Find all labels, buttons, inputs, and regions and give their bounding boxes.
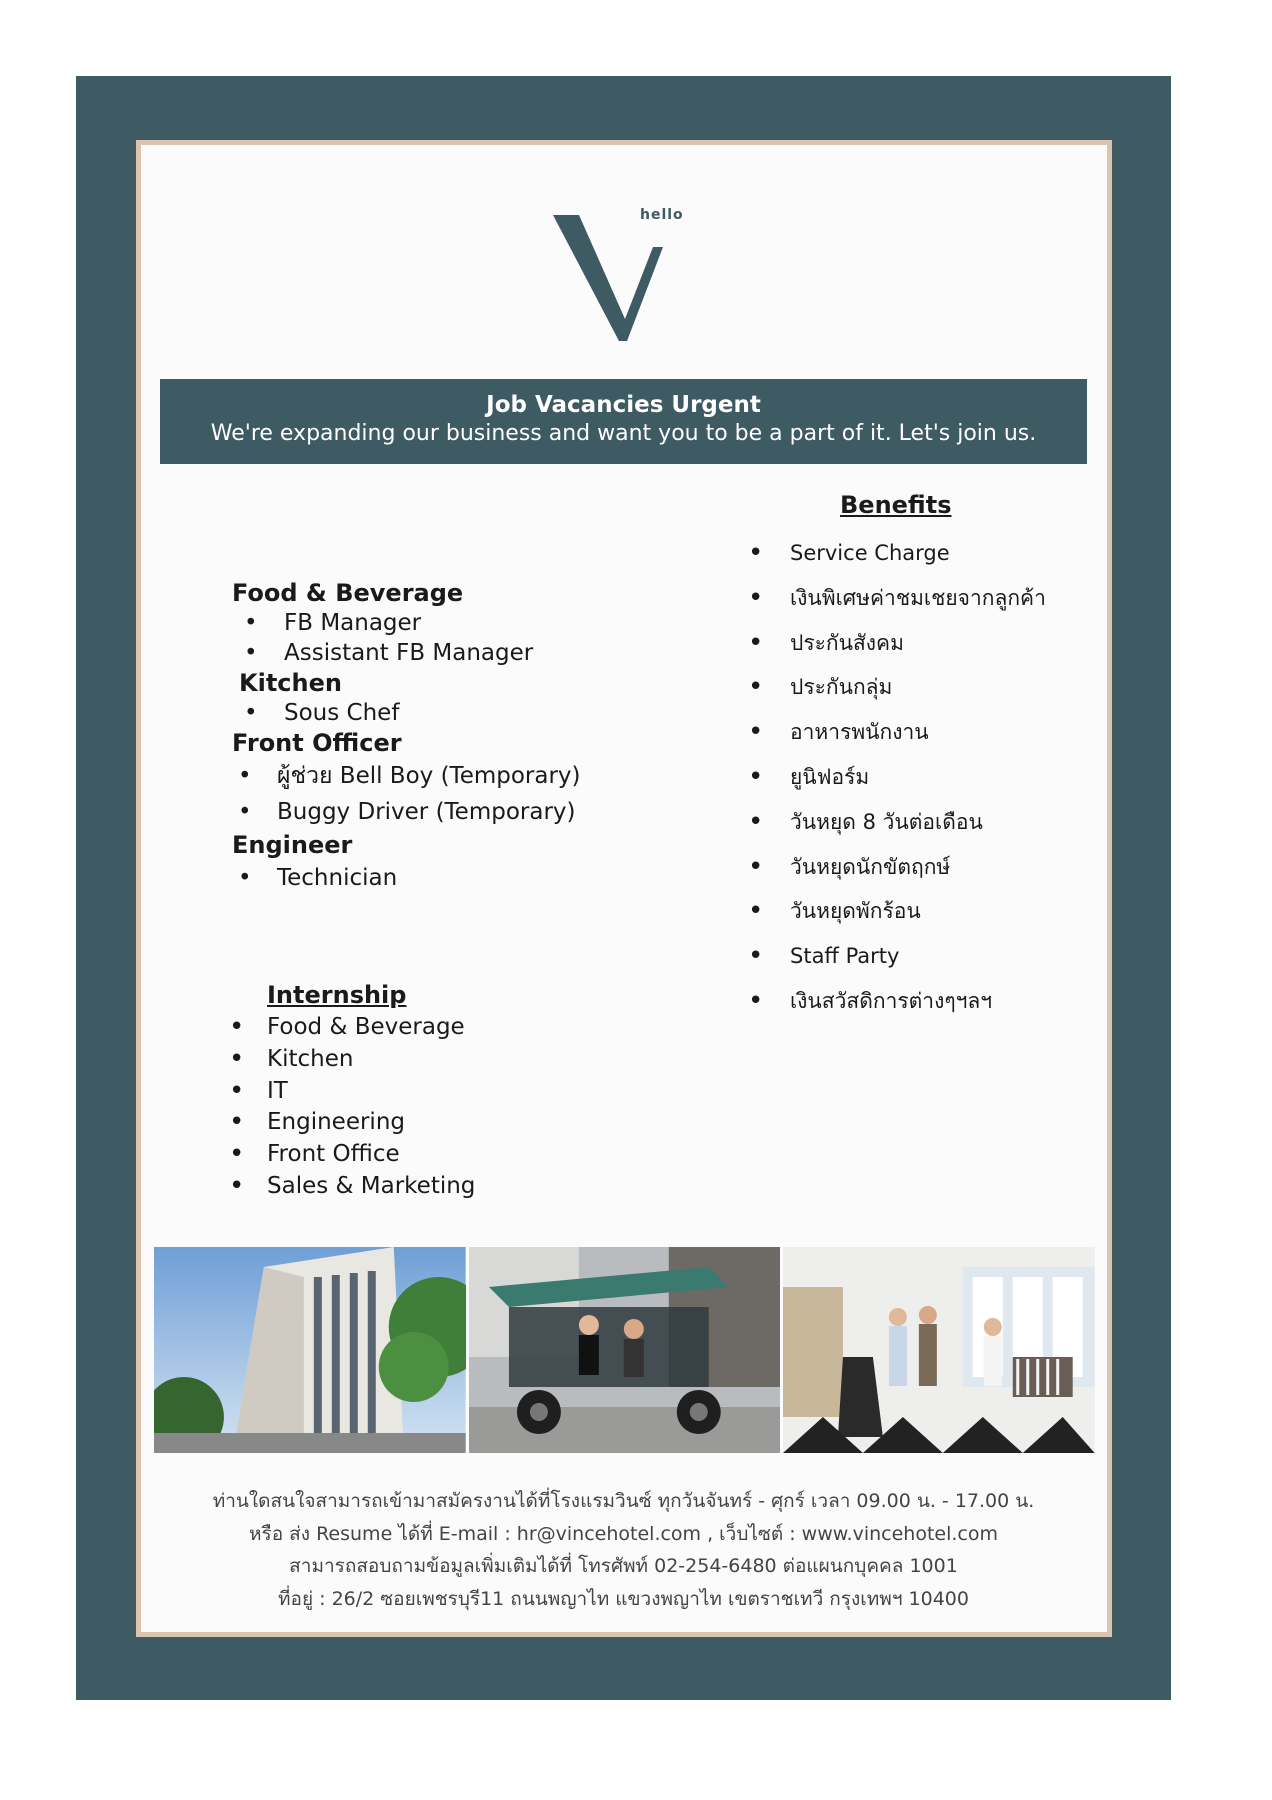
benefit-item: • เงินสวัสดิการต่างๆฯลฯ [745, 984, 1145, 1029]
dept-engineer: Engineer [232, 831, 353, 859]
logo-word: hello [640, 207, 684, 223]
benefit-item: • เงินพิเศษค่าชมเชยจากลูกค้า [745, 581, 1145, 626]
job-item: • Sous Chef [232, 698, 662, 728]
photo-strip [154, 1247, 1095, 1453]
contact-address: ที่อยู่ : 26/2 ซอยเพชรบุรี11 ถนนพญาไท แขวงพญาไท เขตราชเทวี กรุงเทพฯ 10400 [278, 1587, 969, 1610]
benefit-item: • Service Charge [745, 536, 1145, 581]
job-item: • FB Manager [232, 608, 662, 638]
benefit-item: • ยูนิฟอร์ม [745, 760, 1145, 805]
job-item: • ผู้ช่วย Bell Boy (Temporary) [232, 758, 662, 794]
contact-info [160, 1485, 1087, 1615]
internship-title: Internship [267, 981, 407, 1009]
job-item: • Assistant FB Manager [232, 638, 662, 668]
internship-item: • IT [225, 1076, 625, 1108]
hotel-building-photo [154, 1247, 466, 1453]
internship-item: • Sales & Marketing [225, 1171, 625, 1203]
benefit-item: • อาหารพนักงาน [745, 715, 1145, 760]
benefit-item: • วันหยุดนักขัตฤกษ์ [745, 850, 1145, 895]
contact-hours: ท่านใดสนใจสามารถเข้ามาสมัครงานได้ที่โรงแรมวินซ์ ทุกวันจันทร์ - ศุกร์ เวลา 09.00 น. - 17.00 น. [212, 1490, 1035, 1512]
benefit-item: • วันหยุด 8 วันต่อเดือน [745, 805, 1145, 850]
buggy-photo [469, 1247, 781, 1453]
dept-kitchen: Kitchen [239, 669, 342, 697]
banner-subtitle: We're expanding our business and want you to be a part of it. Let's join us. [210, 421, 1037, 446]
internship-item: • Engineering [225, 1107, 625, 1139]
job-item: • Buggy Driver (Temporary) [232, 794, 662, 830]
contact-email-web: หรือ ส่ง Resume ได้ที่ E-mail : hr@vincehotel.com , เว็บไซต์ : www.vincehotel.com [248, 1522, 998, 1545]
lobby-cafe-photo [783, 1247, 1095, 1453]
job-item: • Technician [232, 860, 662, 896]
contact-phone: สามารถสอบถามข้อมูลเพิ่มเติมได้ที่ โทรศัพท์ 02-254-6480 ต่อแผนกบุคคล 1001 [289, 1555, 958, 1577]
benefit-item: • วันหยุดพักร้อน [745, 894, 1145, 939]
banner-title: Job Vacancies Urgent [486, 392, 761, 418]
benefit-item: • ประกันสังคม [745, 626, 1145, 671]
internship-list [225, 978, 625, 1203]
job-list [232, 578, 662, 896]
dept-front-officer: Front Officer [232, 729, 402, 757]
dept-food-beverage: Food & Beverage [232, 579, 464, 607]
benefit-item: • Staff Party [745, 939, 1145, 984]
internship-item: • Kitchen [225, 1044, 625, 1076]
internship-item: • Food & Beverage [225, 1012, 625, 1044]
benefits-title: Benefits [840, 491, 952, 519]
internship-item: • Front Office [225, 1139, 625, 1171]
vacancy-banner [160, 379, 1087, 464]
benefit-item: • ประกันกลุ่ม [745, 670, 1145, 715]
